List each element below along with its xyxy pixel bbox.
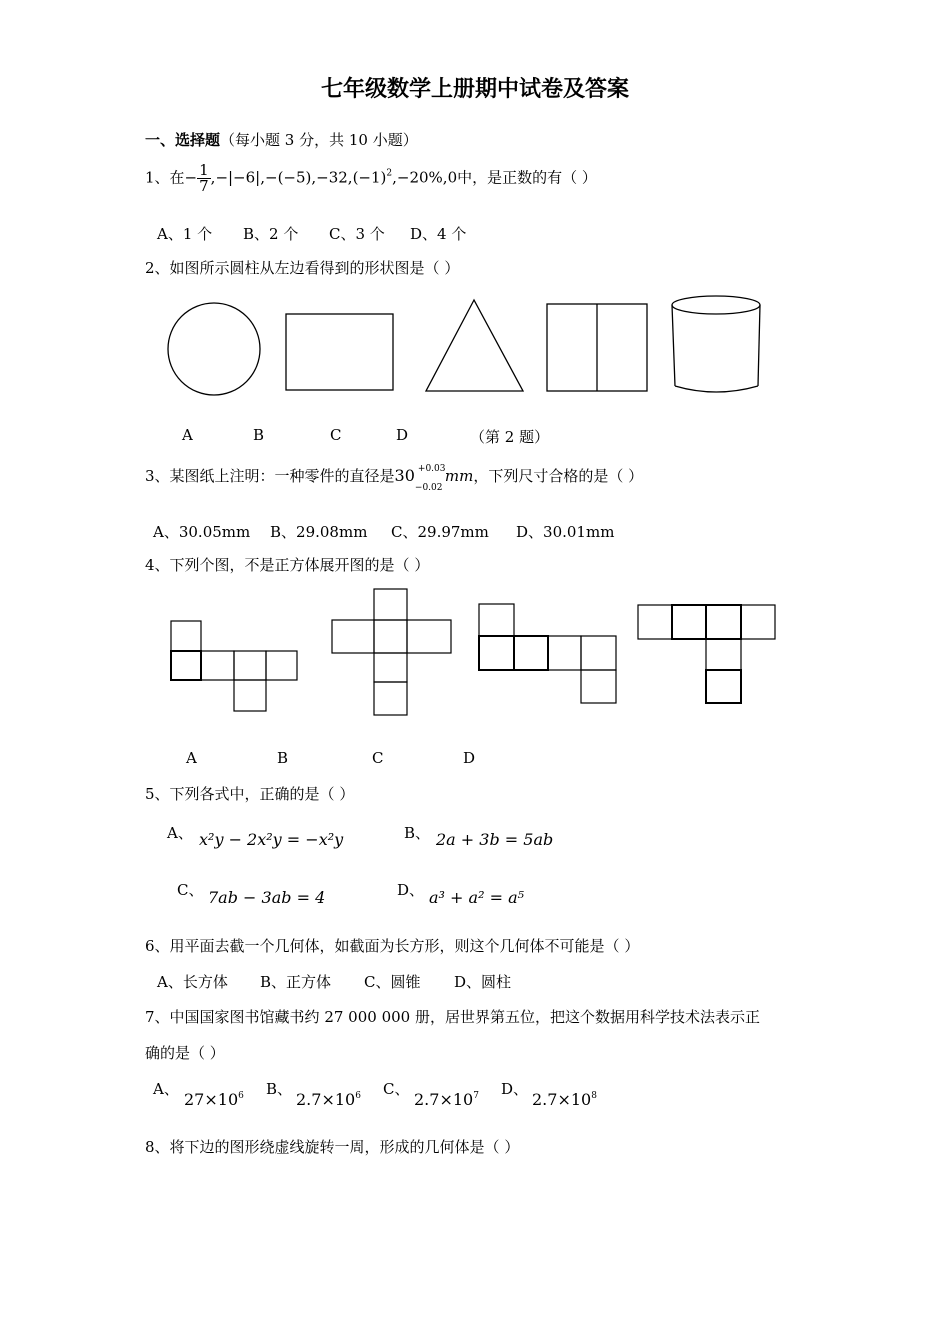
q2-caption: （第 2 题）: [470, 428, 550, 446]
question-8: 8、将下边的图形绕虚线旋转一周，形成的几何体是（ ）: [145, 1138, 520, 1156]
q4-label-a: A: [186, 749, 197, 767]
q7-option-c-exp: 7: [473, 1091, 479, 1101]
section-note: （每小题 3 分，共 10 小题）: [220, 131, 418, 149]
q5-option-b-expr: 2a + 3b = 5ab: [436, 830, 554, 849]
q3-base: 30: [394, 466, 415, 485]
q3-suffix: ，下列尺寸合格的是（ ）: [473, 467, 644, 485]
q7-option-a-label: A、: [153, 1080, 179, 1098]
page-title: 七年级数学上册期中试卷及答案: [320, 77, 629, 102]
q3-option-d: D、30.01mm: [516, 523, 615, 541]
q1-exp: 2: [386, 168, 393, 179]
q7-option-a-exp: 6: [238, 1091, 244, 1101]
q4-net-d: [638, 605, 775, 703]
q4-label-d: D: [463, 749, 476, 767]
question-1: 1、在− $\frac{1}{7}$ $,-|-6|,-(-5),-32,(-1)^2,-20\%,0$中，是正数的有（ ）: [145, 161, 597, 195]
q7-option-d-value: [532, 1090, 597, 1109]
q3-text: 3、某图纸上注明：一种零件的直径是: [145, 467, 395, 485]
q1-expr: ,−|−6|,−(−5),−32,(−1): [210, 168, 387, 187]
q6-option-d: D、圆柱: [454, 973, 512, 991]
q1-option-a: A、1 个: [157, 225, 213, 243]
q2-label-a: A: [182, 426, 193, 444]
q7-option-c-value: [414, 1090, 479, 1109]
question-4: 4、下列个图，不是正方体展开图的是（ ）: [145, 556, 430, 574]
q5-option-d-label: D、: [397, 881, 425, 899]
question-2: 2、如图所示圆柱从左边看得到的形状图是（ ）: [145, 259, 460, 277]
q7-option-c-label: C、: [383, 1080, 410, 1098]
question-6: 6、用平面去截一个几何体，如截面为长方形，则这个几何体不可能是（ ）: [145, 937, 640, 955]
question-5: 5、下列各式中，正确的是（ ）: [145, 785, 355, 803]
q2-label-c: C: [330, 426, 342, 444]
q3-unit: mm: [444, 467, 474, 485]
q1-expr-tail: ,−20%,0: [392, 168, 458, 187]
q3-option-b: B、29.08mm: [270, 523, 368, 541]
q3-upper-tol: +0.03: [417, 464, 446, 474]
q7-option-d-label: D、: [501, 1080, 529, 1098]
q5-option-a-label: A、: [167, 824, 193, 842]
question-7-line-1: 7、中国国家图书馆藏书约 27 000 000 册，居世界第五位，把这个数据用科学技术法表示正: [145, 1008, 760, 1026]
q4-label-b: B: [277, 749, 289, 767]
q4-label-c: C: [372, 749, 384, 767]
q4-net-b: [332, 589, 451, 715]
q6-option-b: B、正方体: [260, 973, 332, 991]
question-7-line-2: 确的是（ ）: [145, 1044, 225, 1062]
q7-option-b-label: B、: [266, 1080, 293, 1098]
q7-option-c-base: 2.7×10: [414, 1090, 474, 1109]
section-title: 一、选择题: [145, 131, 221, 149]
q2-label-d: D: [396, 426, 409, 444]
q7-option-b-base: 2.7×10: [296, 1090, 356, 1109]
q5-option-c-expr: 7ab − 3ab = 4: [208, 888, 326, 907]
q3-option-a: A、30.05mm: [153, 523, 251, 541]
q1-prefix: 1、在: [145, 168, 185, 187]
q3-option-c: C、29.97mm: [391, 523, 489, 541]
q7-option-a-base: 27×10: [184, 1090, 239, 1109]
q4-net-c: [479, 604, 616, 703]
q1-option-d: D、4 个: [410, 225, 467, 243]
q7-option-a-value: [184, 1090, 244, 1109]
q1-suffix: 中，是正数的有（ ）: [457, 168, 597, 187]
q7-option-d-base: 2.7×10: [532, 1090, 592, 1109]
q1-frac-den: 7: [199, 177, 209, 195]
q7-option-b-value: [296, 1090, 361, 1109]
q4-net-a: [171, 621, 297, 711]
q3-lower-tol: −0.02: [414, 483, 443, 493]
q6-option-a: A、长方体: [157, 973, 228, 991]
q5-option-a-expr: x²y − 2x²y = −x²y: [199, 830, 344, 849]
q7-option-d-exp: 8: [591, 1091, 597, 1101]
q1-frac-num: 1: [199, 161, 209, 179]
q5-option-d-expr: a³ + a² = a⁵: [429, 888, 525, 907]
q2-label-b: B: [253, 426, 265, 444]
q1-option-b: B、2 个: [243, 225, 299, 243]
q1-option-c: C、3 个: [329, 225, 385, 243]
q5-option-c-label: C、: [177, 881, 204, 899]
q6-option-c: C、圆锥: [364, 973, 421, 991]
q7-option-b-exp: 6: [355, 1091, 361, 1101]
q5-option-b-label: B、: [404, 824, 431, 842]
